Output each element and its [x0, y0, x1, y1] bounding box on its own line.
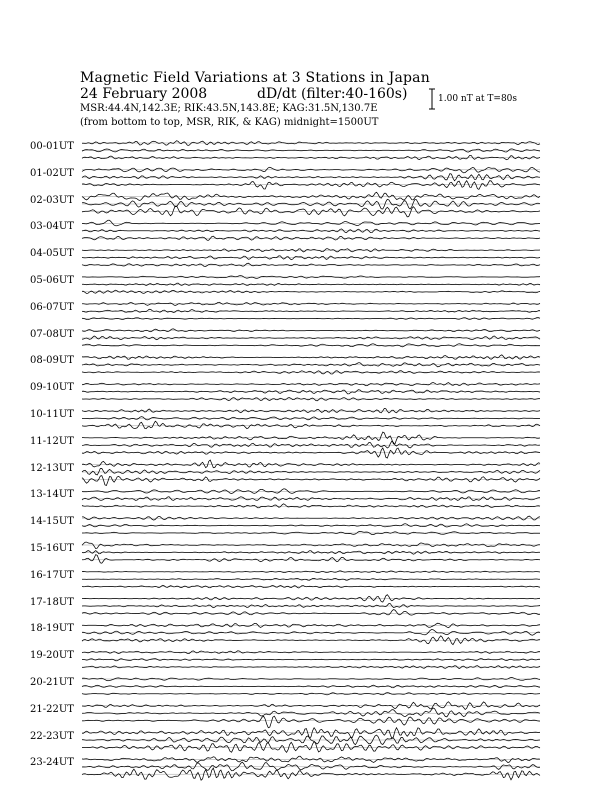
chart-title: Magnetic Field Variations at 3 Stations in Japan [80, 70, 430, 86]
row-label: 02-03UT [30, 194, 74, 206]
row-label: 06-07UT [30, 301, 74, 313]
station-coordinates: MSR:44.4N,142.3E; RIK:43.5N,143.8E; KAG:31.5N,130.7E [80, 103, 378, 114]
chart-filter: dD/dt (filter:40-160s) [257, 86, 408, 102]
trace-rik [82, 708, 540, 717]
row-label: 17-18UT [30, 596, 74, 608]
trace-msr [82, 460, 540, 468]
row-label: 03-04UT [30, 221, 74, 233]
scale-label: 1.00 nT at T=80s [438, 94, 518, 104]
trace-msr [82, 542, 540, 549]
trace-kag [82, 504, 540, 508]
trace-kag [82, 716, 540, 728]
row-label: 14-15UT [30, 516, 74, 528]
trace-rik [82, 417, 540, 420]
trace-rik [82, 578, 540, 580]
trace-rik [82, 468, 540, 475]
trace-msr [82, 728, 540, 739]
row-label: 13-14UT [30, 489, 74, 501]
row-label: 09-10UT [30, 382, 74, 394]
row-label: 19-20UT [30, 650, 74, 662]
trace-kag [82, 421, 540, 429]
row-label: 18-19UT [30, 623, 74, 635]
trace-msr [82, 167, 540, 173]
row-label: 10-11UT [30, 409, 74, 420]
trace-rik [82, 604, 540, 608]
row-label: 11-12UT [30, 435, 74, 447]
trace-kag [82, 476, 540, 486]
trace-kag [82, 742, 540, 753]
row-label: 16-17UT [30, 569, 74, 581]
row-label: 05-06UT [30, 275, 74, 286]
chart-date: 24 February 2008 [80, 86, 208, 102]
row-label: 12-13UT [30, 462, 74, 474]
trace-msr [82, 408, 540, 413]
trace-kag [82, 181, 540, 190]
trace-kag [82, 610, 540, 616]
trace-rik [82, 630, 540, 636]
trace-kag [82, 555, 540, 564]
trace-kag [82, 585, 540, 588]
trace-kag [82, 155, 540, 159]
trace-rik [82, 762, 540, 771]
row-label: 21-22UT [30, 703, 74, 715]
trace-rik [82, 441, 540, 448]
row-label: 08-09UT [30, 355, 74, 367]
row-label: 07-08UT [30, 328, 74, 340]
trace-msr [82, 329, 540, 332]
trace-order-note: (from bottom to top, MSR, RIK, & KAG) midnight=1500UT [80, 117, 379, 128]
row-label: 01-02UT [30, 167, 74, 179]
trace-msr [82, 355, 540, 360]
row-label: 04-05UT [30, 248, 74, 260]
row-label: 22-23UT [30, 730, 74, 742]
trace-msr [82, 571, 540, 573]
trace-kag [82, 448, 540, 458]
trace-msr [82, 276, 540, 279]
row-label: 20-21UT [30, 677, 74, 688]
row-label: 00-01UT [30, 141, 74, 152]
trace-rik [82, 309, 540, 312]
trace-msr [82, 220, 540, 226]
row-label: 15-16UT [30, 543, 74, 554]
row-label: 23-24UT [30, 757, 74, 769]
